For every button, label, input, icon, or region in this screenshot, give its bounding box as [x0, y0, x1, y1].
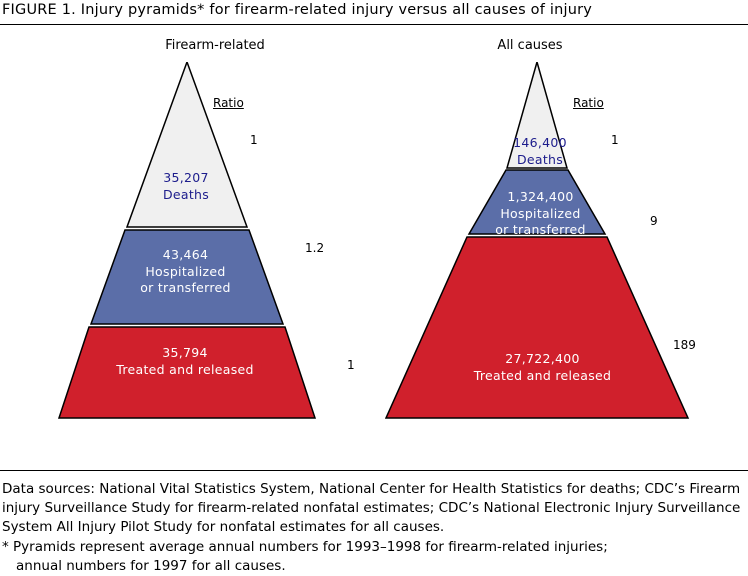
panel-heading-firearm: Firearm-related	[165, 38, 265, 53]
ratio-header-right: Ratio	[573, 96, 604, 110]
band-caption-deaths-right: Deaths	[516, 151, 564, 167]
ratio-value-deaths-left: 1	[250, 133, 258, 147]
band-value-deaths-left: 35,207	[163, 170, 209, 185]
ratio-value-deaths-right: 1	[611, 133, 619, 147]
pyramid-all-causes	[385, 62, 690, 420]
band-value-deaths-right: 146,400	[513, 135, 567, 150]
panel-heading-all-causes: All causes	[497, 38, 563, 53]
footer-sources-text: National Vital Statistics System, National Center for Health Statistics for deaths; CDC’s Firearm injury Surveillance Study for firearm-related nonfatal estimates; CDC’s National Electronic Injury Surveillance System All Injury Pilot Study for nonfatal estimates for all causes.	[2, 481, 741, 536]
footer-sources-label: Data sources:	[2, 481, 95, 497]
pyramid-all-causes-svg	[385, 62, 690, 420]
title-divider	[0, 24, 748, 25]
band-treated-right	[386, 237, 688, 418]
footer-divider	[0, 470, 748, 471]
band-value-hospitalized-left: 43,464	[162, 247, 209, 262]
band-hospitalized-left	[91, 230, 283, 324]
ratio-header-left: Ratio	[213, 96, 244, 110]
band-hospitalized-right	[469, 170, 605, 234]
footnote-line-2: annual numbers for 1997 for all causes.	[16, 558, 286, 575]
band-deaths-right	[507, 62, 567, 168]
figure-title: FIGURE 1. Injury pyramids* for firearm-related injury versus all causes of injury	[2, 2, 593, 18]
ratio-value-hospitalized-left: 1.2	[305, 241, 325, 255]
band-caption-hospitalized-right: Hospitalized	[500, 205, 581, 221]
band-caption-hospitalized-left: Hospitalized	[145, 263, 226, 279]
band-caption2-hospitalized-right: or transferred	[495, 222, 586, 237]
footer-footnote	[2, 538, 746, 576]
ratio-value-treated-left: 1	[347, 358, 355, 372]
band-value-treated-left: 35,794	[162, 345, 208, 360]
ratio-value-hospitalized-right: 9	[650, 214, 658, 228]
band-caption-deaths-left: Deaths	[162, 186, 210, 202]
band-treated-left	[59, 327, 315, 418]
footer-data-sources	[2, 480, 746, 537]
band-caption2-hospitalized-left: or transferred	[140, 280, 231, 295]
footnote-line-1: * Pyramids represent average annual numbers for 1993–1998 for firearm-related injuries;	[2, 539, 608, 555]
band-deaths-left	[127, 62, 247, 227]
pyramid-firearm-svg	[57, 62, 317, 420]
band-value-treated-right: 27,722,400	[505, 351, 580, 366]
pyramid-firearm-related	[57, 62, 317, 420]
band-caption-treated-left: Treated and released	[116, 361, 254, 377]
ratio-value-treated-right: 189	[673, 338, 696, 352]
band-value-hospitalized-right: 1,324,400	[507, 189, 574, 204]
band-caption-treated-right: Treated and released	[473, 367, 612, 383]
